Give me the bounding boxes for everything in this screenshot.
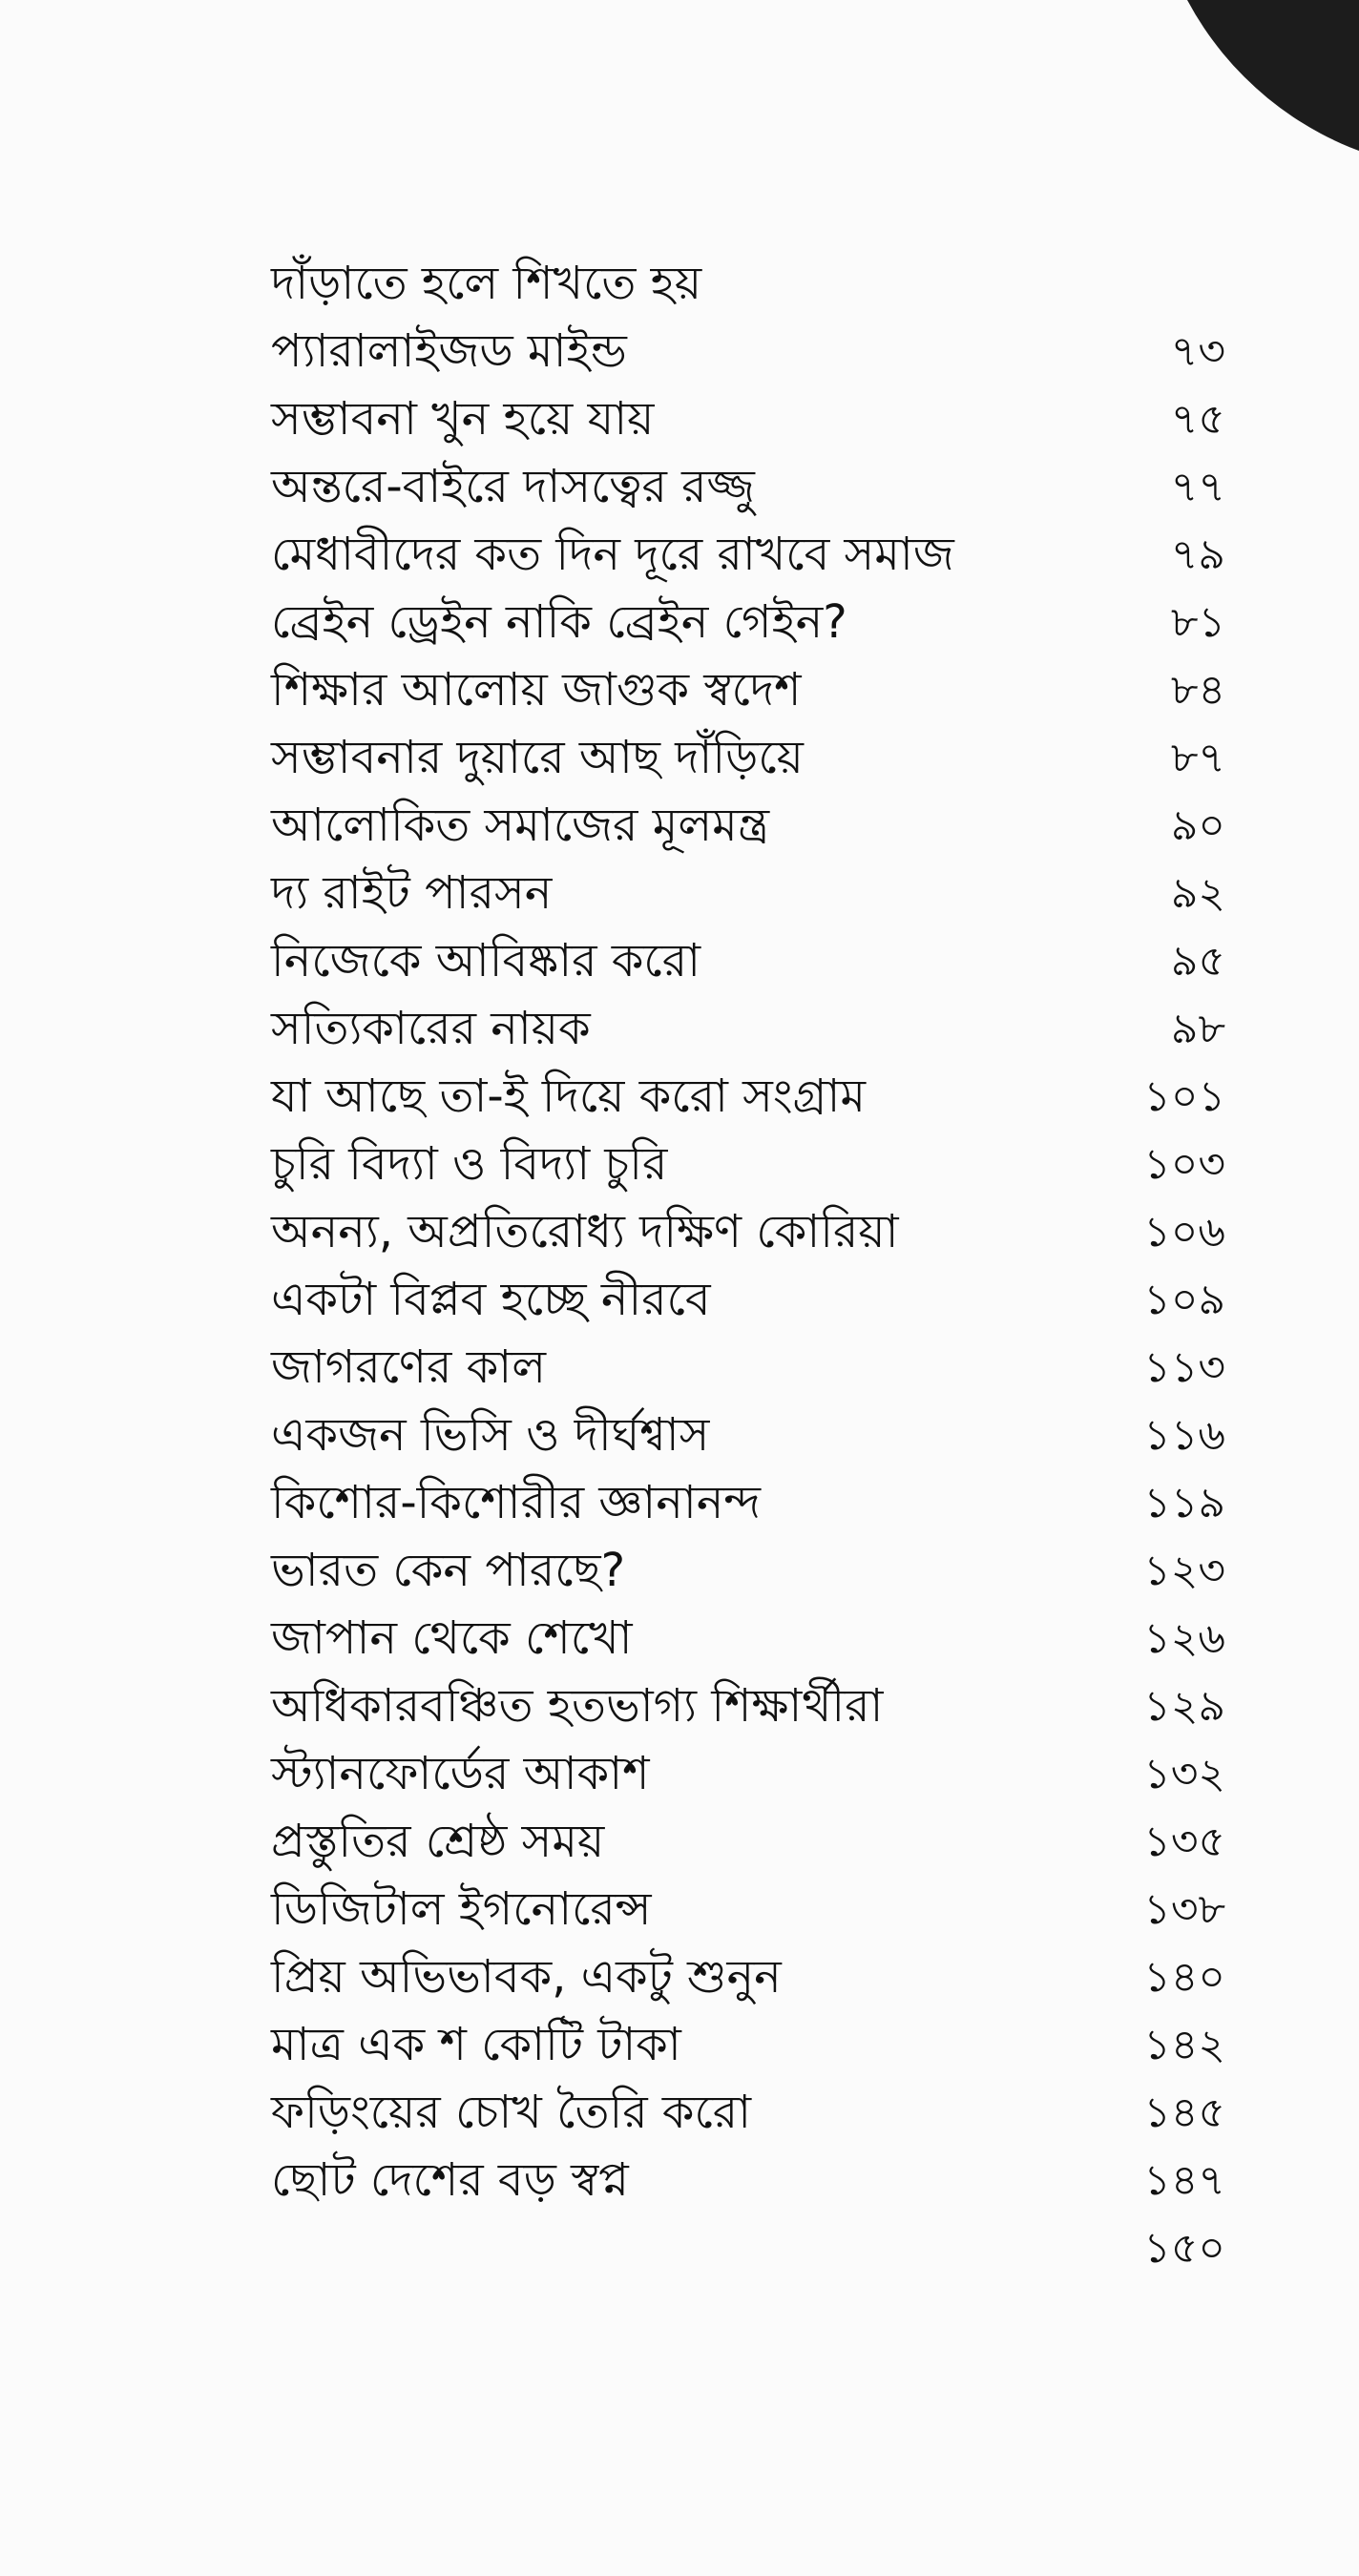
toc-entry-page: ১২৬: [1143, 1614, 1225, 1663]
toc-entry-title: দ্য রাইট পারসন: [271, 866, 553, 920]
toc-entry-title: আলোকিত সমাজের মূলমন্ত্র: [271, 799, 770, 852]
toc-entry-title: মেধাবীদের কত দিন দূরে রাখবে সমাজ: [271, 528, 954, 581]
toc-entry-title: চুরি বিদ্যা ও বিদ্যা চুরি: [271, 1137, 668, 1191]
toc-entry: [271, 318, 1225, 385]
toc-entry-title: মাত্র এক শ কোটি টাকা: [271, 2018, 681, 2071]
toc-entry: [271, 1605, 1225, 1672]
toc-entry-page: ১৩২: [1143, 1750, 1225, 1798]
toc-entry-page: ৭৩: [1170, 327, 1225, 376]
toc-entry-page: ১৪০: [1143, 1953, 1225, 2002]
toc-entry-page: ১২৩: [1143, 1547, 1225, 1595]
toc-entry-page: ১৪৭: [1143, 2156, 1225, 2205]
table-of-contents: [271, 250, 1225, 2282]
toc-entry-page: ৮৪: [1170, 666, 1225, 715]
toc-entry: [271, 1537, 1225, 1605]
toc-entry-page: ১৪৫: [1143, 2088, 1225, 2137]
toc-entry-title: স্ট্যানফোর্ডের আকাশ: [271, 1747, 650, 1800]
toc-entry-title: নিজেকে আবিষ্কার করো: [271, 934, 701, 987]
toc-entry: [271, 1740, 1225, 1808]
toc-entry: [271, 453, 1225, 521]
toc-entry-page: ১০৬: [1143, 1208, 1225, 1257]
toc-entry: [271, 1063, 1225, 1131]
toc-entry: [271, 1198, 1225, 1266]
toc-entry: [271, 385, 1225, 453]
toc-entry-page: ১৫০: [1143, 2224, 1225, 2273]
toc-entry-page: ১০৩: [1143, 1140, 1225, 1189]
toc-entry: [271, 1808, 1225, 1876]
page-corner-shadow: [1149, 0, 1359, 172]
toc-entry-page: ১২৯: [1143, 1682, 1225, 1731]
toc-entry: [271, 1131, 1225, 1198]
toc-entry-title: কিশোর-কিশোরীর জ্ঞানানন্দ: [271, 1476, 761, 1529]
toc-entry-title: ডিজিটাল ইগনোরেন্স: [271, 1882, 652, 1936]
toc-entry: [271, 1266, 1225, 1334]
toc-entry-title: অনন্য, অপ্রতিরোধ্য দক্ষিণ কোরিয়া: [271, 1205, 899, 1258]
toc-entry-page: ১০৯: [1143, 1276, 1225, 1324]
toc-entry-title: ব্রেইন ড্রেইন নাকি ব্রেইন গেইন?: [271, 595, 847, 649]
toc-entry: [271, 589, 1225, 656]
toc-entry-page: ৭৫: [1170, 395, 1225, 444]
toc-entry-page: ১৩৮: [1143, 1885, 1225, 1934]
toc-entry-page: ৯২: [1170, 869, 1225, 918]
toc-entry-page: ১৪২: [1143, 2021, 1225, 2069]
toc-entry: [271, 656, 1225, 724]
toc-entry-page: ৯৫: [1170, 937, 1225, 986]
toc-entry: [271, 2147, 1225, 2214]
toc-entry-title: যা আছে তা-ই দিয়ে করো সংগ্রাম: [271, 1070, 867, 1123]
toc-entry-title: অধিকারবঞ্চিত হতভাগ্য শিক্ষার্থীরা: [271, 1679, 884, 1733]
toc-entry-page: ৭৭: [1170, 463, 1225, 511]
toc-entry: [271, 1334, 1225, 1402]
toc-entry: [271, 860, 1225, 927]
toc-heading: দাঁড়াতে হলে শিখতে হয়: [271, 257, 702, 310]
toc-entry-title: সত্যিকারের নায়ক: [271, 1002, 591, 1055]
toc-entry-page: ৭৯: [1170, 530, 1225, 579]
toc-entry: [271, 2079, 1225, 2147]
toc-entry-title: সম্ভাবনার দুয়ারে আছ দাঁড়িয়ে: [271, 731, 804, 784]
toc-entry-title: ছোট দেশের বড় স্বপ্ন: [271, 2153, 629, 2207]
toc-entry-page: ১১৯: [1143, 1479, 1225, 1527]
toc-entry: [271, 995, 1225, 1063]
toc-entry-page: ৮৭: [1170, 734, 1225, 782]
toc-entry: [271, 2011, 1225, 2079]
toc-entry: [271, 724, 1225, 792]
toc-entry: [271, 521, 1225, 589]
toc-entry: [271, 2214, 1225, 2282]
toc-entry-page: ৯৮: [1170, 1005, 1225, 1053]
toc-entry-title: শিক্ষার আলোয় জাগুক স্বদেশ: [271, 663, 802, 717]
toc-entry-title: একজন ভিসি ও দীর্ঘশ্বাস: [271, 1408, 710, 1462]
toc-entry-title: জাগরণের কাল: [271, 1340, 546, 1394]
toc-entry-title: একটা বিপ্লব হচ্ছে নীরবে: [271, 1273, 711, 1326]
toc-entry: [271, 1943, 1225, 2011]
toc-entry: [271, 1876, 1225, 1943]
toc-entry-title: ভারত কেন পারছে?: [271, 1544, 626, 1597]
toc-entry-page: ১৩৫: [1143, 1818, 1225, 1866]
toc-entry-page: ১১৩: [1143, 1343, 1225, 1392]
toc-entry: [271, 792, 1225, 860]
toc-entry-page: ১০১: [1143, 1072, 1225, 1121]
toc-entry: [271, 1469, 1225, 1537]
toc-entry: [271, 927, 1225, 995]
toc-entry-title: প্রস্তুতির শ্রেষ্ঠ সময়: [271, 1815, 605, 1868]
toc-entry-page: ৮১: [1170, 598, 1225, 647]
toc-entry-title: ফড়িংয়ের চোখ তৈরি করো: [271, 2086, 752, 2139]
toc-entry-page: ৯০: [1170, 801, 1225, 850]
toc-entry-title: জাপান থেকে শেখো: [271, 1611, 633, 1665]
toc-entry-title: প্যারালাইজড মাইন্ড: [271, 324, 627, 378]
toc-entry-title: প্রিয় অভিভাবক, একটু শুনুন: [271, 1950, 782, 2004]
toc-entry: [271, 1672, 1225, 1740]
toc-entry-title: সম্ভাবনা খুন হয়ে যায়: [271, 392, 655, 446]
toc-entry: [271, 1402, 1225, 1469]
toc-entry-title: অন্তরে-বাইরে দাসত্বের রজ্জু: [271, 460, 755, 513]
toc-entry-page: ১১৬: [1143, 1411, 1225, 1460]
